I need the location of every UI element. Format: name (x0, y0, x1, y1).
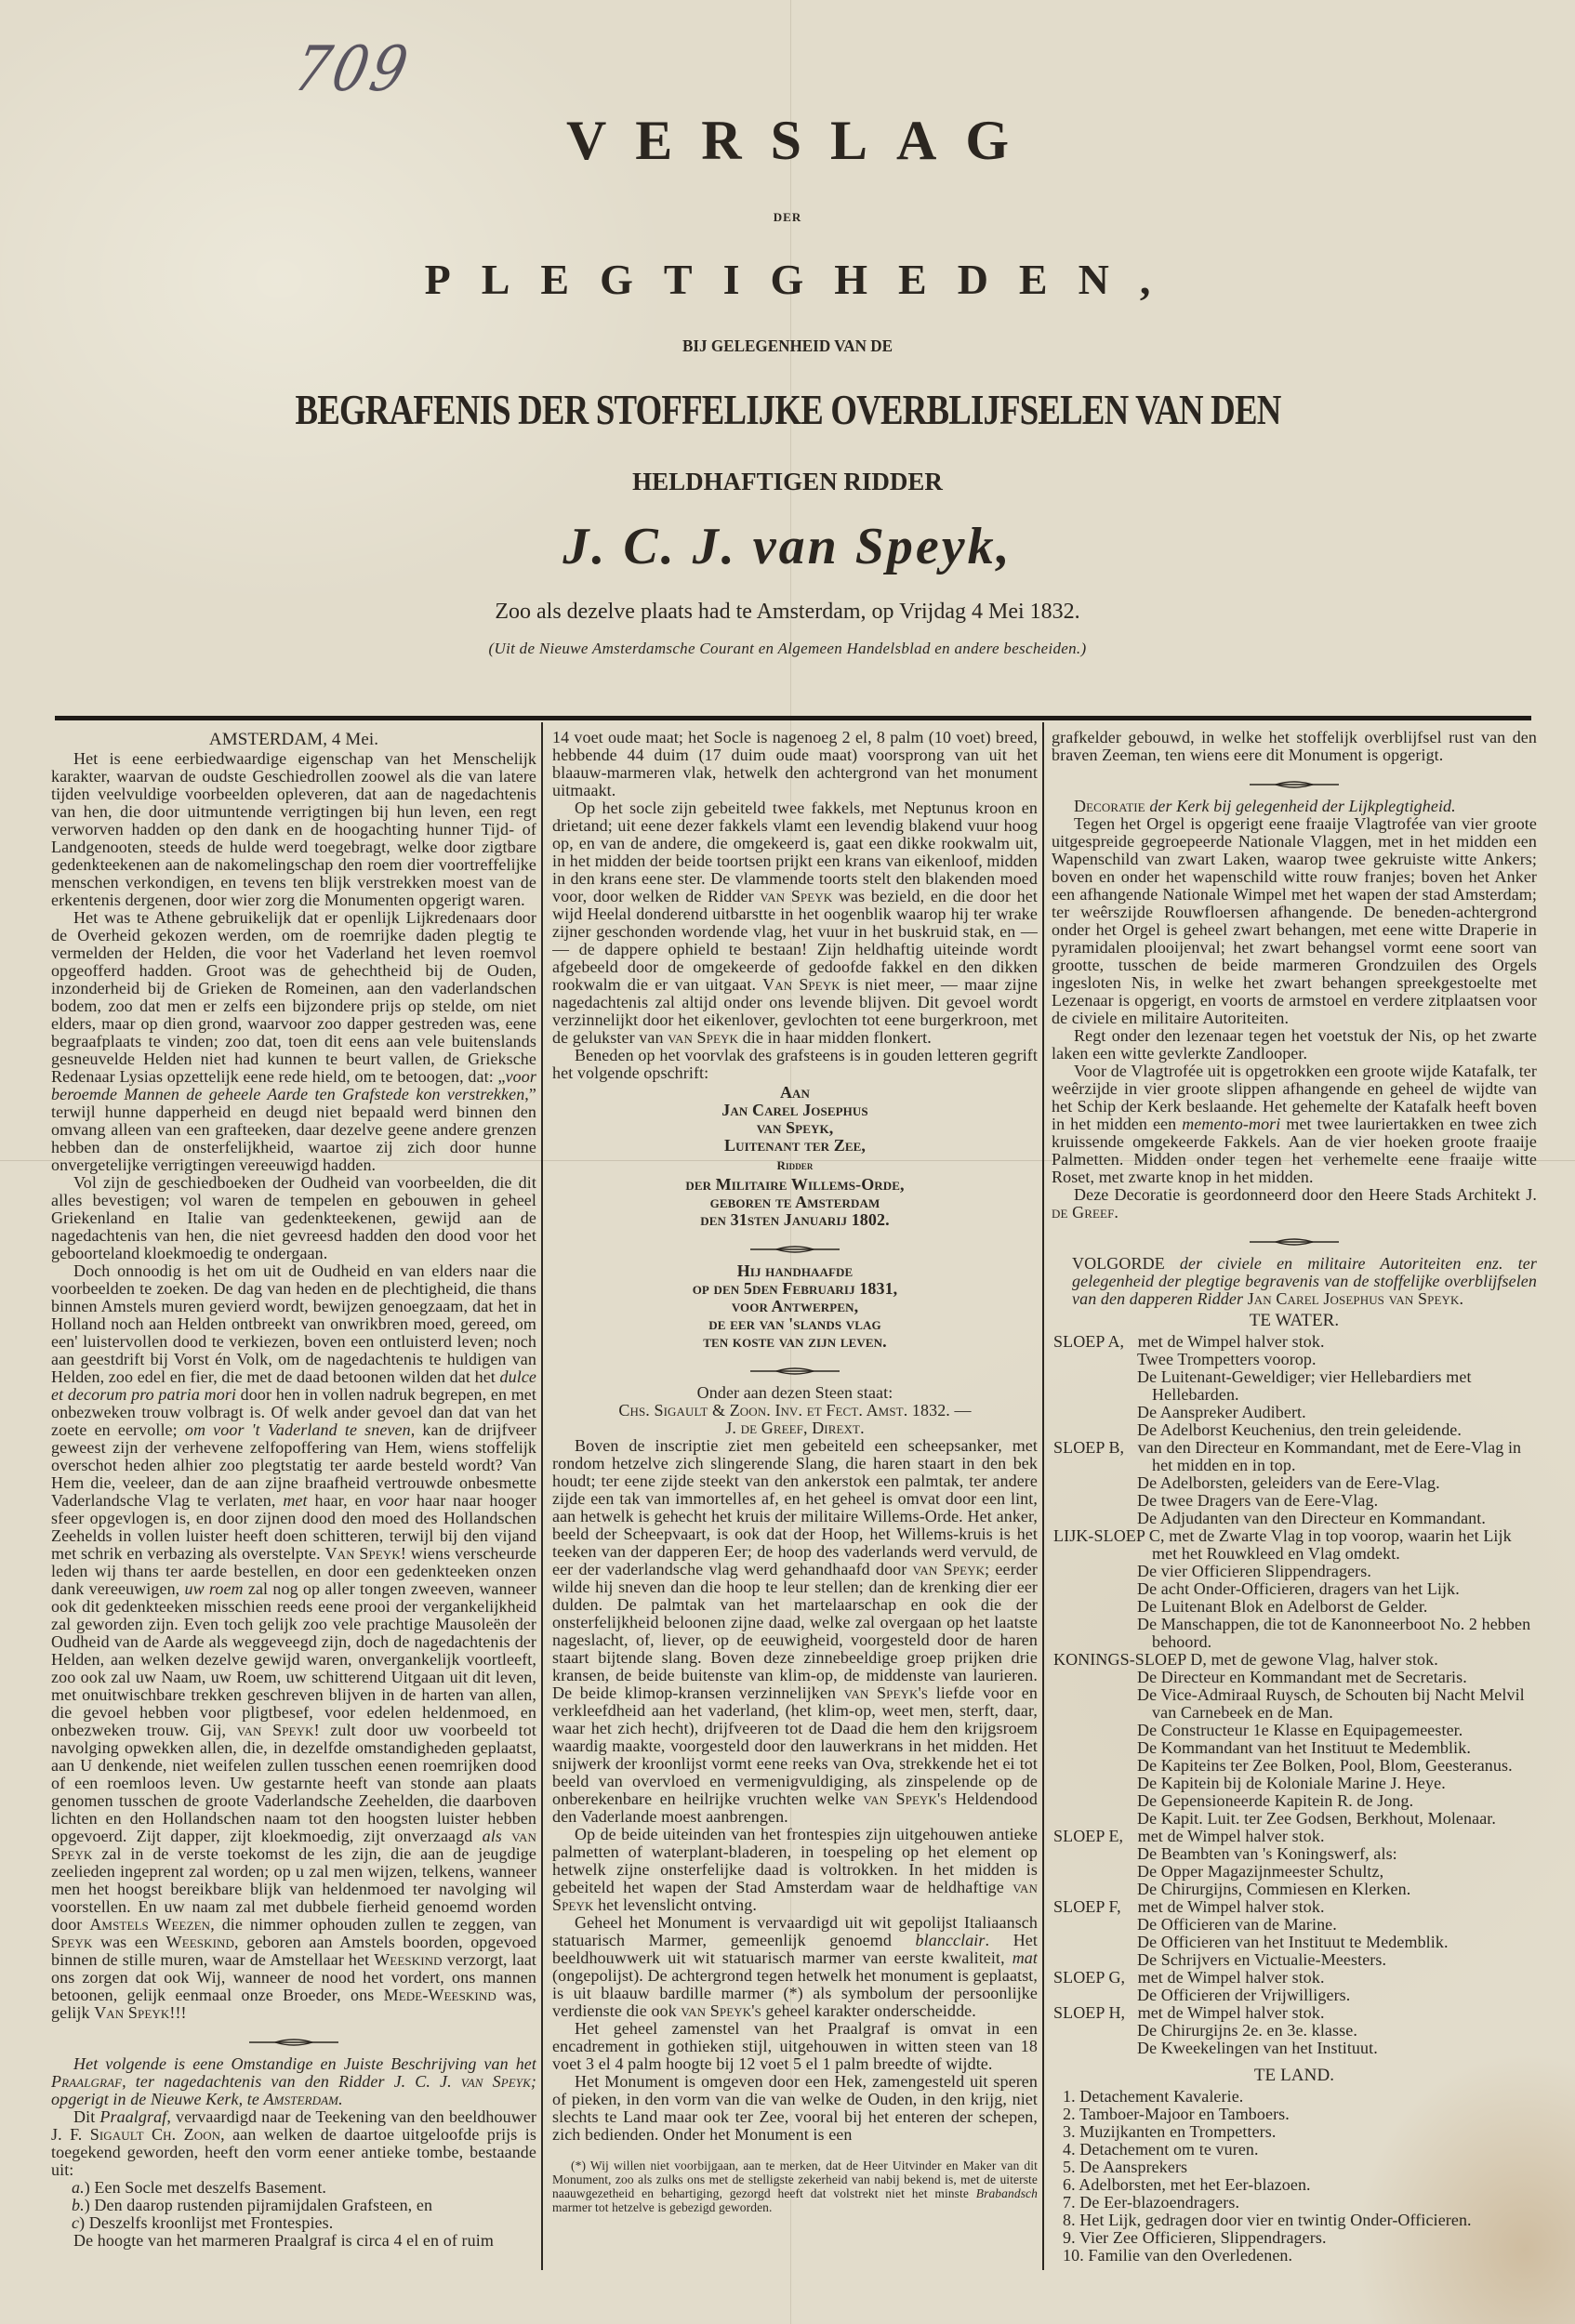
text-run: Het is eene eerbiedwaardige eigenschap van het Menschelijk karakter, waarvan de oudste Geschiedrollen zoowel als die van latere tijden veelvuldige voorbeelden opleveren, dat aan de nagedachtenis van hen, die door uitmuntende verrigtingen bij hun leven, een regt verworven hadden op den dank en de hoogachting hunner Tijd- of Landgenooten, steeds de hulde werd toegebragt, welke door zigtbare gedenkteekenen aan de nakomelingschap den roem dier voortreffelijke menschen verkondigen, en tevens ten blijk verstrekken moest van de erkentenis dergenen, door wier zorg die Monumenten opgerigt waren. (51, 749, 536, 909)
small-caps-run: J. de Greef, Dirext. (725, 1419, 865, 1437)
boat-description: met de Wimpel halver stok. (1137, 1897, 1325, 1916)
boat-entry (1052, 1333, 1537, 1351)
small-caps-run: Mede-Weeskind (383, 1986, 496, 2004)
small-caps-run: Van Speyk (94, 2003, 170, 2022)
paragraph (51, 2214, 536, 2232)
land-procession-item: 6. Adelborsten, met het Eer-blazoen. (1063, 2175, 1311, 2194)
italic-run: blancclair (915, 1931, 986, 1949)
paragraph (1052, 1027, 1537, 1063)
italic-run: der civiele en militaire Autoriteiten enz. ter gelegenheid der plegtige begravenis van de stoffelijke overblijfselen van den dapperen Ridder (1072, 1254, 1537, 1308)
land-procession-item: 8. Het Lijk, gedragen door vier en twintig Onder-Officieren. (1063, 2211, 1472, 2229)
land-procession-item: 3. Muzijkanten en Trompetters. (1063, 2122, 1277, 2141)
italic-run: voor (377, 1491, 410, 1510)
text-run: Boven de inscriptie ziet men gebeiteld een scheepsanker, met rondom hetzelve zich slingerende Slang, die haren staart in den bek houdt; ter eene zijde steekt van den ankerstok een palmtak, ter andere zijde een tak van immortelles af, en het geheel is omvat door een lint, aan hetwelk is gehecht het kruis der militaire Willems-Orde. Het anker, beeld der Scheepvaart, is ook dat der Hoop, het Willems-kruis is het teeken van der dapperen Eer; de hoop des vaderlands werd vervuld, de eer der vaderlandsche vlag werd gehandhaafd door (552, 1436, 1038, 1578)
paragraph (552, 799, 1038, 1047)
boat-occupant: De Opper Magazijnmeester Schultz, (1137, 1862, 1384, 1881)
subtitle-occasion: BIJ GELEGENHEID VAN DE (682, 337, 893, 355)
text-run: ! zult door uw voorbeeld tot navolging opwekken allen, die, in dezelfde omstandigheden geplaatst, aan U denkende, niet weifelen zullen tusschen eenen roemrijken dood of een roemloos leven. Uw gestarnte heeft van stonde aan plaats genomen tusschen de groote Vaderlandsche Zeehelden, die daarboven lichten en den Hollandschen naam tot den hoogsten luister hebben opgevoerd. Zijt dapper, zijt kloekmoedig, zijt onverzaagd (51, 1721, 536, 1845)
italic-run: Brabandsch (975, 2186, 1038, 2200)
boat-occupant: De twee Dragers van de Eere-Vlag. (1137, 1491, 1379, 1510)
text-run: haar, en (307, 1491, 378, 1510)
text-run: . (338, 2090, 343, 2108)
boat-procession (1052, 1333, 1537, 2057)
ornament-divider-icon (750, 1240, 840, 1249)
small-caps-run: van Speyk (912, 1560, 986, 1578)
boat-occupant: De Constructeur 1e Klasse en Equipagemeester. (1137, 1721, 1463, 1739)
boat-occupant: De Officieren der Vrijwilligers. (1137, 1986, 1351, 2004)
land-procession-item: 7. De Eer-blazoendragers. (1063, 2193, 1240, 2212)
text-run: 14 voet oude maat; het Socle is nagenoeg 2 el, 8 palm (10 voet) breed, hebbende 44 duim (17 duim oude maat) voorsprong van uit het blaauw-marmeren vlak, hetwelk den achtergrond van het monument uitmaakt. (552, 729, 1038, 799)
inscription-line: den 31sten Januarij 1802. (700, 1210, 890, 1229)
italic-run: als (482, 1827, 502, 1845)
paragraph (1052, 1186, 1537, 1221)
text-run: Voor de Vlagtrofée uit is opgetrokken een groote wijde Katafalk, ter weêrzijde in vier groote slippen afhangende en geheel de wijdte van het Schip der Kerk beslaande. Het gehemelte der Katafalk heeft boven in het midden een (1052, 1062, 1537, 1133)
text-run: , die nimmer ophouden zullen te zeggen, van (210, 1915, 536, 1934)
italic-run: memento-mori (1182, 1115, 1281, 1133)
small-caps-run: Amsterdam (263, 2090, 339, 2108)
order-heading (1052, 1255, 1537, 1308)
text-run: verzorgt, laat ons zorgen dat ook Wij, wanneer de nood het vordert, ons mannen betoonen, gelijk eenmaal onze Broeder, ons (51, 1950, 536, 2004)
paragraph (51, 2108, 536, 2179)
land-procession-item: 4. Detachement om te vuren. (1063, 2140, 1259, 2159)
italic-run: dulce et decorum pro patria mori (51, 1367, 536, 1404)
small-caps-run: Weeskind (374, 1950, 443, 1969)
text-run: !!! (169, 2003, 187, 2022)
text-run: die in haar midden flonkert. (738, 1028, 932, 1047)
small-caps-run: Decoratie (1074, 797, 1145, 815)
text-run: Op de beide uiteinden van het frontespies zijn uitgehouwen antieke palmetten of waterplant-bladeren, in toespeling op het element op hetwelk zijne onsterfelijke daad is voltrokken. In het midden is gebeiteld het wapen der Stad Amsterdam waar de heldhaftige (552, 1825, 1038, 1896)
inscription-line: van Speyk, (756, 1118, 834, 1137)
text-run: (*) Wij willen niet voorbijgaan, aan te merken, dat de Heer Uitvinder en Maker van dit Monument, zoo als zulks ons met de stelligste zekerheid van nabij bekend is, met de uiterste naauwgezetheid en behartiging, gezorgd heeft dat volstrekt niet het minste (552, 2159, 1038, 2200)
text-run: Vol zijn de geschiedboeken der Oudheid van voorbeelden, die dit alles bevestigen; vol waren de tempelen en gebouwen in geheel Griekenland en Italie van gedenkteekenen, gewijd aan de nagedachtenis van hen, die niet gevreesd hadden den dood voor het geboorteland kloekmoedig te ondergaan. (51, 1173, 536, 1262)
title-der: DER (773, 210, 802, 224)
text-run: ; opgerigt in de Nieuwe Kerk, te (51, 2072, 536, 2108)
italic-run: c (72, 2213, 80, 2232)
boat-occupant: De Aanspreker Audibert. (1137, 1403, 1306, 1421)
boat-label: SLOEP H, (1053, 2003, 1126, 2022)
te-land-title: TE LAND. (1253, 2066, 1335, 2085)
boat-label: LIJK-SLOEP C, (1053, 1526, 1165, 1545)
inscription-line: Jan Carel Josephus (721, 1101, 868, 1119)
inscription (552, 1084, 1038, 1155)
boat-entry (1052, 2004, 1537, 2022)
text-run: Op het socle zijn gebeiteld twee fakkels, met Neptunus kroon en drietand; uit eene dezer fakkels vlamt een levendig blakend vuur hoog op, en van de andere, die omgekeerd is, gaat een dikke rookwalm uit, in het midden der beide toortsen prijkt een krans van eikenloof, midden in den krans eene ster. De vlammende toorts stelt den blakenden moed voor, door welken de Ridder (552, 799, 1038, 905)
text-run: , kan de drijfveer geweest zijn der verhevene zelfopoffering van Hem, wiens stoffelijk overschot heden alhier zoo plegtstatig ter aarde besteld wordt? Van Hem die, veeleer, dan de aan zijne braafheid vertrouwde onbesmette Vaderlandsche Vlag te verlaten, (51, 1420, 536, 1510)
land-procession-item: 5. De Aansprekers (1063, 2158, 1188, 2176)
text-run: Het Monument is omgeven door een Hek, zamengesteld uit speren of pieken, in den vorm van die van welke de Ouden, in den krijg, niet slechts te Land maar ook ter Zee, vooral bij het enteren der schepen, zich bedienden. Onder het Monument is een (552, 2072, 1038, 2144)
boat-label: SLOEP E, (1053, 1827, 1124, 1845)
paragraph (552, 2159, 1038, 2214)
paragraph (552, 1826, 1038, 1914)
paragraph (552, 2073, 1038, 2144)
text-run: ! wiens verscheurde leden wij thans ter aarde bestellen, en door een gedenkteeken onzen dank vereeuwigen, (51, 1544, 536, 1598)
hero-name: J. C. J. van Speyk, (562, 518, 1012, 575)
text-run: Geheel het Monument is vervaardigd uit wit gepolijst Italiaansch statuarisch Marmer, gemeenlijk genoemd (552, 1913, 1038, 1949)
boat-label: SLOEP F, (1053, 1897, 1121, 1916)
italic-run: a. (72, 2178, 85, 2197)
paragraph (51, 2197, 536, 2214)
text-run: Deze Decoratie is geordonneerd door den Heere Stads Architekt J. (1074, 1185, 1537, 1204)
boat-description: met de Wimpel halver stok. (1137, 1332, 1325, 1351)
date-line: Zoo als dezelve plaats had te Amsterdam, op Vrijdag 4 Mei 1832. (495, 600, 1080, 624)
boat-label: SLOEP A, (1053, 1332, 1125, 1351)
small-caps-run: Amstels Weezen (89, 1915, 211, 1934)
boat-description: met de Wimpel halver stok. (1137, 2003, 1325, 2022)
italic-run: voor beroemde Mannen de geheele Aarde ten Grafstede kon verstrekken (51, 1067, 536, 1103)
paragraph (51, 2179, 536, 2197)
italic-run: Praalgraf (99, 2107, 167, 2126)
paragraph (1052, 1063, 1537, 1186)
text-run: Beneden op het voorvlak des grafsteens is in gouden letteren gegrift het volgende opschrift: (552, 1046, 1038, 1082)
boat-occupant: De Beambten van 's Koningswerf, als: (1137, 1844, 1397, 1863)
inscription-line: voor Antwerpen, (731, 1297, 859, 1315)
boat-occupant: De Kapit. Luit. ter Zee Godsen, Berkhout, Molenaar. (1137, 1809, 1496, 1828)
ornament-divider-icon (249, 2033, 338, 2042)
ornament-divider-icon (1250, 1233, 1339, 1242)
paragraph (51, 909, 536, 1174)
text-run: , vervaardigd naar de Teekening van den beeldhouwer J. F. (51, 2107, 536, 2144)
text-run: Het geheel zamenstel van het Praalgraf is omvat in een encadrement in gothieken stijl, uitgehouwen in witten steen van 18 voet 3 el 4 palm hoogte bij 12 voet 5 el 1 palm breedte of wijdte. (552, 2019, 1038, 2073)
inscription-line: geboren te Amsterdam (709, 1193, 880, 1211)
inscription-line: Hij handhaafde (736, 1261, 854, 1280)
text-run: ,” terwijl hunne dapperheid en deugd niet bepaald werd binnen den omvang alleen van een grafteeken, daar dezelve geene andere grenzen hebben dan de onsterfelijkheid, waartoe zij zich door hunne onvergetelijke verrigtingen vereeuwigd hadden. (51, 1085, 536, 1174)
land-procession (1052, 2088, 1537, 2265)
subtitle-hero-title: HELDHAFTIGEN RIDDER (632, 468, 943, 495)
small-caps-run: van Speyk (51, 1827, 536, 1863)
italic-run: mat (1012, 1948, 1038, 1967)
boat-entry (1052, 1828, 1537, 1845)
boat-description: met de gewone Vlag, halver stok. (1211, 1650, 1438, 1669)
text-run: . (1459, 1289, 1464, 1308)
header-rule (55, 716, 1531, 720)
text-run: zal in de verste toekomst de les zijn, die aan de jeugdige zeelieden ingeprent zal worden; op u zal men wijzen, telkens, wanneer men het hoogst bereikbare blijk van heldenmoed ter navolging wil voorstellen. En uw naam zal met dubbele fierheid genoemd worden door (51, 1844, 536, 1934)
boat-label: KONINGS-SLOEP D, (1053, 1650, 1207, 1669)
boat-occupant: De Luitenant-Geweldiger; vier Hellebardiers met Hellebarden. (1137, 1367, 1472, 1404)
boat-description: van den Directeur en Kommandant, met de Eere-Vlag in het midden en in top. (1137, 1438, 1522, 1474)
italic-run: om voor 't Vaderland te sneven (184, 1420, 411, 1439)
subtitle-funeral-text: BEGRAFENIS DER STOFFELIJKE OVERBLIJFSELEN VAN DEN (295, 386, 1280, 433)
boat-occupant: De Adelborst Keuchenius, den trein geleidende. (1137, 1420, 1462, 1439)
boat-occupant: De Directeur en Kommandant met de Secretaris. (1137, 1668, 1467, 1686)
boat-occupant: Twee Trompetters voorop. (1137, 1350, 1317, 1368)
boat-occupant: De vier Officieren Slippendragers. (1137, 1562, 1371, 1580)
text-run: is niet meer, — maar zijne nagedachtenis zal altijd onder ons levende blijven. Dit gevoel wordt verzinnelijkt door het eikenlover, gevlochten tot eene burgerkroon, met de gelukster van (552, 975, 1038, 1047)
column-divider-1 (541, 722, 543, 2270)
paragraph (552, 1384, 1038, 1402)
small-caps-run: van Speyk's (681, 2001, 761, 2020)
boat-occupant: De Officieren van het Instituut te Medemblik. (1137, 1933, 1449, 1951)
inscription-line: ten koste van zijn leven. (703, 1332, 887, 1351)
paragraph (51, 2232, 536, 2250)
ornament-divider-icon (750, 1362, 840, 1371)
small-caps-run: van Speyk (552, 1878, 1038, 1914)
small-caps-run: Chs. Sigault & Zoon. Inv. et Fect. Amst. 1832. — (618, 1401, 972, 1419)
text-run: ) Den daarop rustenden pijramijdalen Grafsteen, en (84, 2196, 433, 2214)
land-procession-item: 1. Detachement Kavalerie. (1063, 2087, 1244, 2106)
inscription (552, 1262, 1038, 1351)
small-caps-run: Praalgraf (51, 2072, 123, 2091)
text-run: Het volgende is eene Omstandige en Juiste Beschrijving van het (73, 2054, 536, 2073)
text-run: (ongepolijst). De achtergrond tegen hetwelk het monument is geplaatst, is uit blaauw bardille marmer (*) als symbolum der persoonlijke verdienste die ook (552, 1966, 1038, 2020)
boat-description: met de Wimpel halver stok. (1137, 1968, 1325, 1987)
text-run: ) Deszelfs kroonlijst met Frontespies. (79, 2213, 334, 2232)
boat-description: met de Wimpel halver stok. (1137, 1827, 1325, 1845)
text-run: . Het beeldhouwwerk uit wit statuarisch marmer van eerste kwaliteit, (552, 1931, 1038, 1967)
boat-entry (1052, 1969, 1537, 1987)
column-1 (51, 729, 536, 2250)
paragraph (51, 1262, 536, 2022)
te-water-title: TE WATER. (1249, 1311, 1340, 1330)
text-run: . (1114, 1203, 1119, 1221)
source-line: (Uit de Nieuwe Amsterdamsche Courant en Algemeen Handelsblad en andere bescheiden.) (488, 640, 1087, 657)
text-run: was een (92, 1933, 166, 1951)
ornament-divider-icon (1250, 775, 1339, 785)
inscription-line: de eer van 'slands vlag (708, 1314, 881, 1333)
boat-occupant: De Manschappen, die tot de Kanonneerboot No. 2 hebben behoord. (1137, 1615, 1531, 1651)
paragraph (51, 750, 536, 909)
inscription-line: Ridder (776, 1158, 814, 1172)
small-caps-run: Weeskind (165, 1933, 235, 1951)
small-caps-run: J. C. J. van Speyk (393, 2072, 531, 2091)
boat-occupant: De Kweekelingen van het Instituut. (1137, 2039, 1378, 2057)
text-run: grafkelder gebouwd, in welke het stoffelijk overblijfsel rust van den braven Zeeman, ten wiens eere dit Monument is opgerigt. (1052, 729, 1537, 764)
boat-description: met de Zwarte Vlag in top voorop, waarin het Lijk met het Rouwkleed en Vlag omdekt. (1152, 1526, 1512, 1563)
title-verslag: VERSLAG (565, 110, 1039, 171)
text-run: De hoogte van het marmeren Praalgraf is circa 4 el en of ruim (73, 2231, 494, 2250)
text-run: Doch onnoodig is het om uit de Oudheid en van elders naar die voorbeelden te zoeken. De dag van heden en de plechtigheid, die thans binnen Amstels muren gevierd wordt, bewijzen genoegzaam, dat het in Holland noch aan Helden ontbreekt van onwrikbren moed, gereed, om een' luistervollen dood te verkiezen, boven een ontluisterd leven; noch aan geestdrift bij Vorst én Volk, om de nagedachtenis te huldigen van Helden, zoo edel en fier, die met de daad betoonen wilden dat het (51, 1261, 536, 1386)
boat-occupant: De Schrijvers en Victualie-Meesters. (1137, 1950, 1387, 1969)
text-run: VOLGORDE (1072, 1254, 1180, 1273)
paragraph (1052, 729, 1537, 764)
text-run (502, 1827, 511, 1845)
paragraph (1052, 815, 1537, 1027)
italic-run: met (283, 1491, 308, 1510)
boat-occupant: De Kommandant van het Instituut te Medemblik. (1137, 1738, 1471, 1757)
text-run: Het was te Athene gebruikelijk dat er openlijk Lijkredenaars door de Overheid gekozen werden, om de roemrijke daden plegtig te vermelden der Helden, die voor het Vaderland het leven roemvol opgeofferd hadden. Groot was de gehechtheid bij de Ouden, inzonderheid bij de Grieken de Romeinen, aan den vaderlandschen bodem, zoo dat men er zelfs een bijzondere prijs op stelde, om niet elders, maar op dien grond, waarvoor zoo dapper gestreden was, eene begraafplaats te vinden; zoo dat, toen dit eens aan vele buitenslands gesneuvelde Helden niet had kunnen te beurt vallen, de Grieksche Redenaar Lysias opzettelijk eene rede hield, om te betoogen, dat: „ (51, 908, 536, 1086)
paragraph (552, 1419, 1038, 1437)
inscription-line: Luitenant ter Zee, (723, 1136, 866, 1155)
paragraph (51, 2055, 536, 2108)
paragraph (552, 1914, 1038, 2020)
text-run: Tegen het Orgel is opgerigt eene fraaije Vlagtrofée van vier groote uitgespreide gegroepeerde Nationale Vlaggen, met in het midden een Wapenschild van zwart Laken, waarop twee gekruiste witte Ankers; boven en onder het wapenschild witte rouw franjes; boven het Anker een afhangende Nationale Wimpel met het wapen der stad Amsterdam; ter weêrszijde Rouwfloersen afhangende. De beneden-achtergrond onder het Orgel is geheel zwart behangen, met eene witte Draperie in pyramidalen plooijenval; het zwart behangsel vormt eene soort van grootte, tusschen de beide marmeren Grondzuilen des Orgels ingesloten Nis, in welke het zwart behangen spreekgestoelte met Lezenaar is opgerigt, en voorts de armstoel en verdere zitplaatsen voor de civiele en militaire Autoriteiten. (1052, 814, 1537, 1027)
text-run: was, gelijk (51, 1986, 536, 2022)
inscription (552, 1176, 1038, 1229)
handwritten-archive-number: 709 (287, 32, 418, 106)
small-caps-run: van Speyk (668, 1028, 739, 1047)
text-run: door hen in vollen nadruk begrepen, en met onbezweken trouw volbragt is. Of welk ander gevoel dan dat van het zoete en eervolle; (51, 1385, 536, 1439)
text-run: zal nog op aller tongen zweeven, wanneer ook dit gedenkteeken misschien reeds eene prooi der vergankelijkheid zal geworden zijn. Even toch gelijk zoo vele prachtige Mausoleën der Oudheid van de Aarde als weggeveegd zijn, doch de nagedachtenis der Helden, aan welken dezelve gewijd waren, onvergankelijk voortleeft, zoo ook zal uw Naam, uw Roem, uw schitterend Uitgaan uit dit leven, met onuitwischbare trekken geschreven blijven in de harten van allen, die gevoel hebben voor pligtbesef, voor edelen heldenmoed, en onbezweken trouw. Gij, (51, 1579, 536, 1739)
small-caps-run: de Greef (1052, 1203, 1115, 1221)
small-caps-run: Speyk (51, 1933, 93, 1951)
land-procession-item: 2. Tamboer-Majoor en Tamboers. (1063, 2105, 1290, 2123)
text-run: Heldendood den Vaderlande moest aanbrengen. (552, 1789, 1038, 1826)
small-caps-run: Van Speyk (762, 975, 840, 994)
paragraph (552, 1437, 1038, 1826)
paragraph (552, 729, 1038, 799)
small-caps-run: Van Speyk (324, 1544, 401, 1563)
paragraph (1052, 798, 1537, 815)
small-caps-run: van Speyk's (863, 1789, 947, 1808)
text-run: Dit (73, 2107, 100, 2126)
boat-occupant: De Luitenant Blok en Adelborst de Gelder. (1137, 1597, 1428, 1616)
column-3 (1052, 729, 1537, 2265)
text-run: , geboren aan Amstels boorden, opgevoed binnen de stille muren, waar de Amstellaar het (51, 1933, 536, 1969)
text-run: Regt onder den lezenaar tegen het voetstuk der Nis, op het zwarte laken een witte gevlerkte Zandlooper. (1052, 1026, 1537, 1063)
paragraph (51, 731, 536, 748)
inscription (552, 1156, 1038, 1174)
paragraph (552, 2020, 1038, 2073)
boat-label: SLOEP G, (1053, 1968, 1126, 1987)
paragraph (552, 1402, 1038, 1419)
small-caps-run: van Speyk (236, 1721, 314, 1739)
boat-occupant: De Kapiteins ter Zee Bolken, Pool, Blom, Geesteranus. (1137, 1756, 1513, 1775)
text-run: Onder aan dezen Steen staat: (696, 1383, 893, 1402)
boat-occupant: De Chirurgijns 2e. en 3e. klasse. (1137, 2021, 1357, 2040)
text-run: , aan welken de daartoe uitgeloofde prijs is toegekend geworden, heeft den vorm eener antieke tombe, bestaande uit: (51, 2125, 536, 2179)
italic-run: uw roem (184, 1579, 244, 1598)
land-procession-item: 9. Vier Zee Officieren, Slippendragers. (1063, 2228, 1327, 2247)
boat-occupant: De Gepensioneerde Kapitein R. de Jong. (1137, 1791, 1414, 1810)
boat-occupant: De Adjudanten van den Directeur en Kommandant. (1137, 1509, 1486, 1527)
small-caps-run: van Speyk (760, 887, 833, 905)
inscription-line: Aan (779, 1083, 811, 1102)
text-run: was bezield, en die door het wijd Heelal donderend uitbarstte in het oogenblik waarop hij ter wrake zijner geschonden wordende vlag, het vuur in het buskruid stak, en — — de dappere ophield te bestaan! Zijn heldhaftig uiteinde wordt afgebeeld door de omgekeerde of gedoofde fakkel en den dikken rookwalm die er van uitgaat. (552, 887, 1038, 994)
boat-entry (1052, 1898, 1537, 1916)
text-run: met twee lauriertakken en twee zich kruissende omgekeerde Fakkels. Aan de vier hoeken groote fraaije Palmetten. Midden onder tegen het verhemelte eene fraaije witte Roset, met zwarte knop in het midden. (1052, 1115, 1537, 1186)
boat-occupant: De acht Onder-Officieren, dragers van het Lijk. (1137, 1579, 1460, 1598)
boat-entry (1052, 1439, 1537, 1474)
land-procession-item: 10. Familie van den Overledenen. (1063, 2246, 1293, 2265)
paragraph (552, 1047, 1038, 1082)
text-run: marmer tot hetzelve is gebezigd geworden. (552, 2200, 773, 2214)
boat-entry (1052, 1527, 1537, 1563)
inscription-line: der Militaire Willems-Orde, (685, 1175, 905, 1194)
boat-entry (1052, 1651, 1537, 1669)
boat-occupant: De Chirurgijns, Commiesen en Klerken. (1137, 1880, 1411, 1898)
italic-run: b. (72, 2196, 85, 2214)
decoration-section (1052, 729, 1537, 1242)
text-run: ) Een Socle met deszelfs Basement. (84, 2178, 327, 2197)
boat-occupant: De Kapitein bij de Koloniale Marine J. Heye. (1137, 1774, 1446, 1792)
boat-occupant: De Adelborsten, geleiders van de Eere-Vlag. (1137, 1473, 1440, 1492)
boat-label: SLOEP B, (1053, 1438, 1125, 1457)
column-divider-2 (1042, 722, 1044, 2270)
small-caps-run: Sigault Ch. Zoon (89, 2125, 221, 2144)
small-caps-run: van Speyk's (843, 1684, 929, 1702)
paragraph (51, 1174, 536, 1262)
text-run: AMSTERDAM, 4 Mei. (208, 730, 379, 749)
text-run: geheel karakter onderscheidde. (761, 2001, 976, 2020)
subtitle-funeral (0, 386, 1575, 433)
italic-run: der Kerk bij gelegenheid der Lijkplegtigheid. (1145, 797, 1456, 815)
title-plegtigheden: PLEGTIGHEDEN, (424, 256, 1182, 303)
inscription-line: op den 5den Februarij 1831, (692, 1279, 898, 1298)
text-run: , ter nagedachtenis van den Ridder (122, 2072, 394, 2091)
text-run: haar naar hooger sfeer opgevlogen is, en door zijnen dood den moed des Hollandschen Zeehelds in vollen luister heeft doen schitteren, terwijl bij den vijand met schrik en verbazing als overstelpte. (51, 1491, 536, 1563)
small-caps-run: Jan Carel Josephus van Speyk (1247, 1289, 1460, 1308)
boat-occupant: De Officieren van de Marine. (1137, 1915, 1337, 1934)
text-run: het levenslicht ontving. (593, 1895, 757, 1914)
text-run: ; eerder wilde hij sneven dan die hoop te leur stellen; dan de krenking dier eer dulden. De palmtak van het martelaarschap en ook die der onsterfelijkheid beloonen zijne daad, welke zal overgaan op het laatste nageslacht, of, liever, op de eeuwigheid, voorgesteld door de haren staart bijtende slang. Boven deze zinnebeeldige groep prijken drie kransen, de beide buitenste van klim-op, de middenste van laurieren. De beide klimop-kransen verzinnelijken (552, 1560, 1038, 1702)
column-2 (552, 729, 1038, 2214)
text-run: liefde voor en verkleefdheid aan het vaderland, (het klim-op, weet men, sterft, daar, waar het zich hecht), drijfveeren tot de Daad die hem den krijgsroem waardig maakte, voorgesteld door den lauwerkrans in het midden. Het snijwerk der kroonlijst vormt eene reeks van Ova, strekkende het ei tot beeld van overvloed en vermenigvuldiging, als zinspelende op de onberekenbare en heilrijke vruchten welke (552, 1684, 1038, 1808)
boat-occupant: De Vice-Admiraal Ruysch, de Schouten bij Nacht Melvil van Carnebeek en de Man. (1137, 1685, 1525, 1722)
